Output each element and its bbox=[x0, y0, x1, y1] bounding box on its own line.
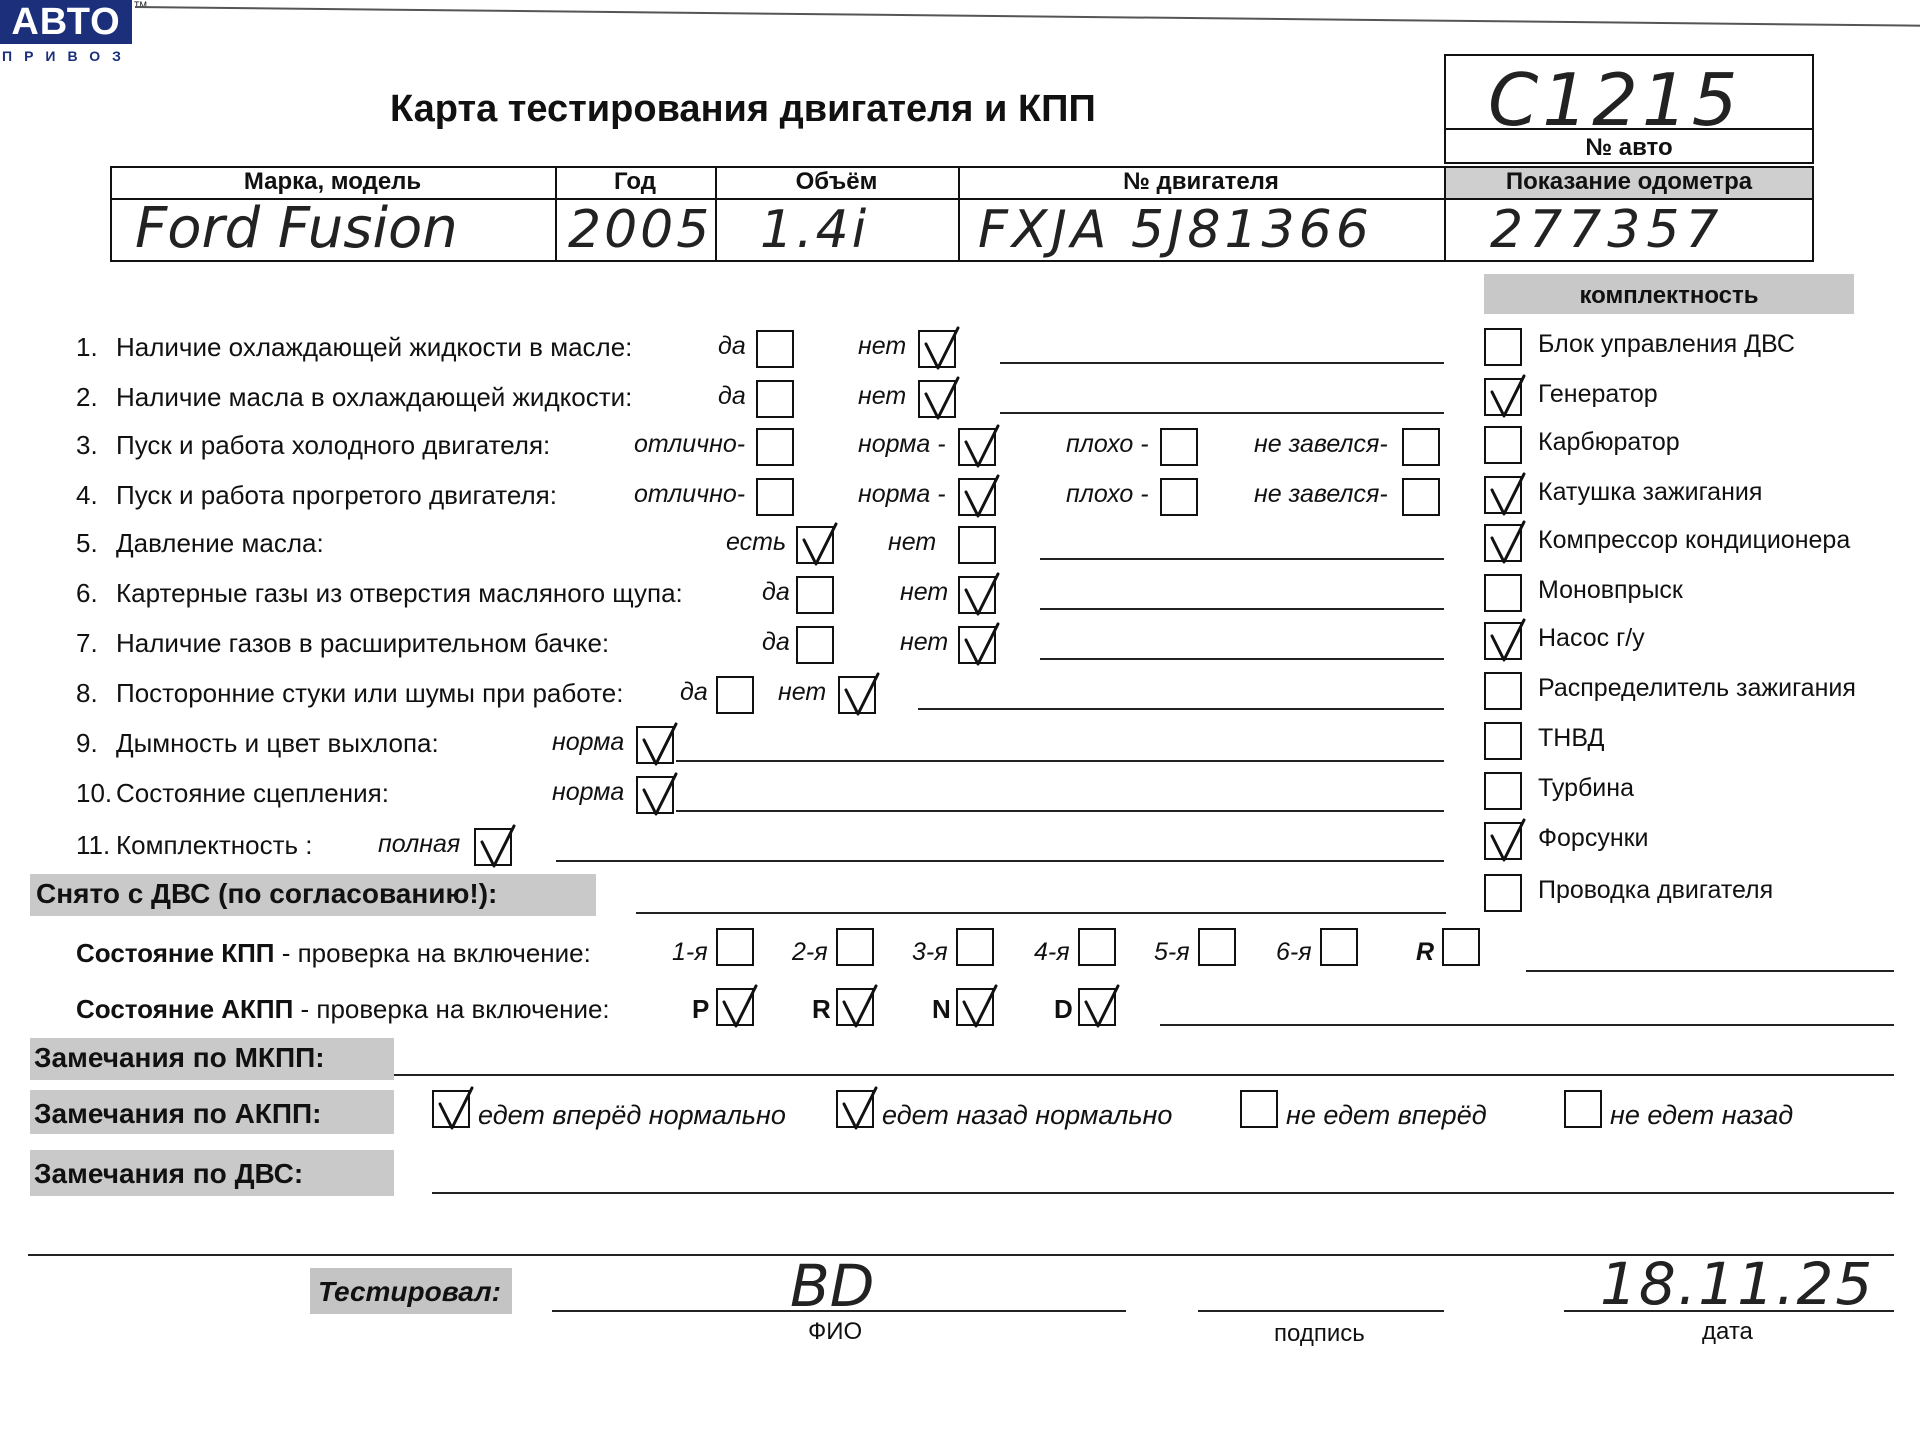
gear-label: 4-я bbox=[1034, 938, 1070, 966]
normal-checkbox[interactable] bbox=[958, 478, 996, 516]
akpp-mode-checkbox[interactable] bbox=[956, 988, 994, 1026]
no-checkbox[interactable] bbox=[958, 526, 996, 564]
col-engine-number: № двигателя bbox=[1123, 168, 1279, 195]
option-label-bad: плохо - bbox=[1066, 480, 1149, 508]
fio-line bbox=[552, 1310, 1126, 1312]
option-label-normal: норма - bbox=[858, 430, 946, 458]
checkmark-icon bbox=[922, 376, 962, 422]
remarks-dvs-line bbox=[432, 1192, 1894, 1194]
komplekt-checkbox[interactable] bbox=[1484, 476, 1522, 514]
checkmark-icon bbox=[1488, 520, 1528, 566]
checkmark-icon bbox=[1488, 818, 1528, 864]
komplekt-checkbox[interactable] bbox=[1484, 426, 1522, 464]
question-number: 10. bbox=[76, 778, 113, 808]
komplekt-item-label: Катушка зажигания bbox=[1538, 478, 1763, 506]
scan-edge-line bbox=[135, 6, 1920, 27]
option-label-excellent: отлично- bbox=[634, 430, 746, 458]
tested-label: Тестировал: bbox=[318, 1276, 501, 1307]
yes-checkbox[interactable] bbox=[796, 626, 834, 664]
komplekt-checkbox[interactable] bbox=[1484, 622, 1522, 660]
full-checkbox[interactable] bbox=[474, 828, 512, 866]
checkmark-icon bbox=[800, 522, 840, 568]
komplekt-item-label: Компрессор кондиционера bbox=[1538, 526, 1851, 554]
question-text: Давление масла: bbox=[116, 528, 324, 558]
remarks-akpp-label: Замечания по АКПП: bbox=[34, 1098, 322, 1129]
volume-value: 1.4i bbox=[760, 200, 870, 260]
col-year: Год bbox=[614, 168, 656, 195]
no-checkbox[interactable] bbox=[958, 576, 996, 614]
sign-line bbox=[1198, 1310, 1444, 1312]
bad-checkbox[interactable] bbox=[1160, 428, 1198, 466]
option-label-no-start: не завелся- bbox=[1254, 430, 1388, 458]
komplekt-item-label: Насос г/у bbox=[1538, 624, 1645, 652]
question-number: 8. bbox=[76, 678, 98, 708]
date-line bbox=[1564, 1310, 1894, 1312]
auto-number-value: C1215 bbox=[1488, 58, 1742, 142]
checkmark-icon bbox=[478, 824, 518, 870]
kpp-label-rest: - проверка на включение: bbox=[274, 938, 591, 968]
gear-checkbox[interactable] bbox=[1078, 928, 1116, 966]
akpp-mode-label: N bbox=[932, 994, 951, 1024]
logo-text: АВТО bbox=[11, 1, 121, 43]
checkmark-icon bbox=[962, 572, 1002, 618]
komplekt-checkbox[interactable] bbox=[1484, 328, 1522, 366]
komplekt-item-label: Блок управления ДВС bbox=[1538, 330, 1795, 358]
komplekt-item-label: Генератор bbox=[1538, 380, 1658, 408]
akpp-mode-label: P bbox=[692, 994, 710, 1024]
akpp-remark-label: едет назад нормально bbox=[882, 1100, 1173, 1130]
comment-line bbox=[676, 760, 1444, 762]
excellent-checkbox[interactable] bbox=[756, 428, 794, 466]
komplekt-checkbox[interactable] bbox=[1484, 672, 1522, 710]
akpp-remark-checkbox[interactable] bbox=[432, 1090, 470, 1128]
question-text: Пуск и работа прогретого двигателя: bbox=[116, 480, 557, 510]
komplekt-item-label: Моновпрыск bbox=[1538, 576, 1683, 604]
option-label-full: полная bbox=[378, 830, 461, 858]
gear-label: 2-я bbox=[792, 938, 828, 966]
make-model-value: Ford Fusion bbox=[135, 196, 458, 261]
question-number: 5. bbox=[76, 528, 98, 558]
checkmark-icon bbox=[720, 984, 760, 1030]
yes-checkbox[interactable] bbox=[756, 330, 794, 368]
no-checkbox[interactable] bbox=[958, 626, 996, 664]
checkmark-icon bbox=[1082, 984, 1122, 1030]
option-label-yes: да bbox=[762, 578, 790, 606]
date-label: дата bbox=[1702, 1318, 1753, 1345]
gear-label: R bbox=[1416, 938, 1435, 966]
checkmark-icon bbox=[962, 424, 1002, 470]
akpp-mode-checkbox[interactable] bbox=[716, 988, 754, 1026]
checkmark-icon bbox=[922, 326, 962, 372]
checkmark-icon bbox=[436, 1086, 476, 1132]
komplekt-item-label: Распределитель зажигания bbox=[1538, 674, 1856, 702]
question-text: Посторонние стуки или шумы при работе: bbox=[116, 678, 624, 708]
gear-checkbox[interactable] bbox=[1320, 928, 1358, 966]
komplekt-item-label: Карбюратор bbox=[1538, 428, 1680, 456]
checkmark-icon bbox=[1488, 472, 1528, 518]
no-checkbox[interactable] bbox=[918, 330, 956, 368]
comment-line bbox=[676, 810, 1444, 812]
option-label-yes: есть bbox=[726, 528, 787, 556]
normal-checkbox[interactable] bbox=[958, 428, 996, 466]
question-number: 11. bbox=[76, 830, 111, 860]
akpp-label bbox=[76, 994, 610, 1025]
akpp-mode-checkbox[interactable] bbox=[1078, 988, 1116, 1026]
sign-label: подпись bbox=[1274, 1320, 1365, 1347]
kpp-label-bold: Состояние КПП bbox=[76, 938, 275, 968]
question-number: 7. bbox=[76, 628, 98, 658]
normal-checkbox[interactable] bbox=[636, 776, 674, 814]
option-label-no: нет bbox=[900, 628, 949, 656]
comment-line bbox=[1000, 362, 1444, 364]
akpp-label-rest: - проверка на включение: bbox=[293, 994, 610, 1024]
remarks-dvs-label: Замечания по ДВС: bbox=[34, 1158, 304, 1189]
col-volume: Объём bbox=[795, 168, 878, 195]
excellent-checkbox[interactable] bbox=[756, 478, 794, 516]
removed-line bbox=[636, 912, 1446, 914]
akpp-remark-checkbox[interactable] bbox=[1564, 1090, 1602, 1128]
komplekt-title: комплектность bbox=[1579, 282, 1759, 309]
checkmark-icon bbox=[962, 622, 1002, 668]
yes-checkbox[interactable] bbox=[756, 380, 794, 418]
option-label-yes: да bbox=[762, 628, 790, 656]
question-text: Картерные газы из отверстия масляного щупа: bbox=[116, 578, 683, 608]
comment-line bbox=[1000, 412, 1444, 414]
gear-checkbox[interactable] bbox=[716, 928, 754, 966]
question-text: Наличие газов в расширительном бачке: bbox=[116, 628, 610, 658]
akpp-mode-label: R bbox=[812, 994, 831, 1024]
question-number: 6. bbox=[76, 578, 98, 608]
komplekt-checkbox[interactable] bbox=[1484, 574, 1522, 612]
checkmark-icon bbox=[842, 672, 882, 718]
gear-label: 3-я bbox=[912, 938, 948, 966]
removed-label: Снято с ДВС (по согласованию!): bbox=[36, 878, 498, 909]
option-label-no: нет bbox=[888, 528, 937, 556]
question-text: Состояние сцепления: bbox=[116, 778, 389, 808]
akpp-line bbox=[1160, 1024, 1894, 1026]
question-text: Комплектность : bbox=[116, 830, 313, 860]
komplekt-item-label: ТНВД bbox=[1538, 724, 1605, 752]
checkmark-icon bbox=[640, 772, 680, 818]
option-label-excellent: отлично- bbox=[634, 480, 746, 508]
page-title: Карта тестирования двигателя и КПП bbox=[390, 88, 1096, 130]
komplekt-checkbox[interactable] bbox=[1484, 722, 1522, 760]
question-text: Дымность и цвет выхлопа: bbox=[116, 728, 439, 758]
akpp-remark-label: не едет назад bbox=[1610, 1100, 1794, 1130]
question-number: 9. bbox=[76, 728, 98, 758]
kpp-label bbox=[76, 938, 591, 969]
komplekt-checkbox[interactable] bbox=[1484, 822, 1522, 860]
akpp-mode-label: D bbox=[1054, 994, 1073, 1024]
yes-checkbox[interactable] bbox=[796, 576, 834, 614]
remarks-mkpp-label: Замечания по МКПП: bbox=[34, 1042, 325, 1073]
option-label-da: да bbox=[718, 332, 746, 360]
option-label-net: нет bbox=[858, 382, 907, 410]
gear-checkbox[interactable] bbox=[1442, 928, 1480, 966]
option-label-normal: норма bbox=[552, 778, 625, 806]
yes-checkbox[interactable] bbox=[796, 526, 834, 564]
komplekt-checkbox[interactable] bbox=[1484, 378, 1522, 416]
option-label-no: нет bbox=[778, 678, 827, 706]
akpp-remark-checkbox[interactable] bbox=[836, 1090, 874, 1128]
gear-label: 1-я bbox=[672, 938, 708, 966]
no-checkbox[interactable] bbox=[838, 676, 876, 714]
yes-checkbox[interactable] bbox=[716, 676, 754, 714]
akpp-label-bold: Состояние АКПП bbox=[76, 994, 294, 1024]
komplekt-checkbox[interactable] bbox=[1484, 772, 1522, 810]
komplekt-item-label: Форсунки bbox=[1538, 824, 1649, 852]
komplekt-checkbox[interactable] bbox=[1484, 874, 1522, 912]
remarks-mkpp-line bbox=[394, 1074, 1894, 1076]
option-label-bad: плохо - bbox=[1066, 430, 1149, 458]
question-number: 2. bbox=[76, 382, 98, 412]
question-number: 4. bbox=[76, 480, 98, 510]
option-label-no-start: не завелся- bbox=[1254, 480, 1388, 508]
comment-line bbox=[918, 708, 1444, 710]
comment-line bbox=[1040, 658, 1444, 660]
checkmark-icon bbox=[1488, 618, 1528, 664]
akpp-remark-label: едет вперёд нормально bbox=[478, 1100, 786, 1130]
bad-checkbox[interactable] bbox=[1160, 478, 1198, 516]
question-text: Пуск и работа холодного двигателя: bbox=[116, 430, 551, 460]
checkmark-icon bbox=[1488, 374, 1528, 420]
checkmark-icon bbox=[640, 722, 680, 768]
option-label-no: нет bbox=[900, 578, 949, 606]
fio-value: BD bbox=[790, 1252, 875, 1320]
auto-number-label: № авто bbox=[1444, 128, 1814, 166]
logo-subtitle: ПРИВОЗ bbox=[2, 48, 133, 64]
gear-label: 5-я bbox=[1154, 938, 1190, 966]
checkmark-icon bbox=[840, 1086, 880, 1132]
option-label-normal: норма bbox=[552, 728, 625, 756]
logo-tm: TM bbox=[134, 0, 147, 10]
akpp-mode-checkbox[interactable] bbox=[836, 988, 874, 1026]
question-number: 1. bbox=[76, 332, 98, 362]
option-label-yes: да bbox=[680, 678, 708, 706]
comment-line bbox=[1040, 608, 1444, 610]
no-start-checkbox[interactable] bbox=[1402, 478, 1440, 516]
comment-line bbox=[1040, 558, 1444, 560]
kpp-line bbox=[1526, 970, 1894, 972]
akpp-remark-label: не едет вперёд bbox=[1286, 1100, 1487, 1130]
gear-label: 6-я bbox=[1276, 938, 1312, 966]
no-start-checkbox[interactable] bbox=[1402, 428, 1440, 466]
engine-number-value: FXJA 5J81366 bbox=[978, 200, 1373, 260]
checkmark-icon bbox=[960, 984, 1000, 1030]
komplekt-item-label: Проводка двигателя bbox=[1538, 876, 1774, 904]
komplekt-item-label: Турбина bbox=[1538, 774, 1634, 802]
comment-line bbox=[556, 860, 1444, 862]
option-label-net: нет bbox=[858, 332, 907, 360]
question-number: 3. bbox=[76, 430, 98, 460]
year-value: 2005 bbox=[568, 200, 713, 260]
no-checkbox[interactable] bbox=[918, 380, 956, 418]
gear-checkbox[interactable] bbox=[836, 928, 874, 966]
option-label-da: да bbox=[718, 382, 746, 410]
col-make-model: Марка, модель bbox=[243, 168, 422, 195]
gear-checkbox[interactable] bbox=[1198, 928, 1236, 966]
komplekt-checkbox[interactable] bbox=[1484, 524, 1522, 562]
normal-checkbox[interactable] bbox=[636, 726, 674, 764]
question-text: Наличие масла в охлаждающей жидкости: bbox=[116, 382, 633, 412]
gear-checkbox[interactable] bbox=[956, 928, 994, 966]
fio-label: ФИО bbox=[808, 1318, 863, 1345]
question-text: Наличие охлаждающей жидкости в масле: bbox=[116, 332, 633, 362]
date-value: 18.11.25 bbox=[1600, 1250, 1875, 1318]
odometer-value: 277357 bbox=[1490, 200, 1725, 260]
logo bbox=[0, 0, 132, 44]
akpp-remark-checkbox[interactable] bbox=[1240, 1090, 1278, 1128]
option-label-normal: норма - bbox=[858, 480, 946, 508]
checkmark-icon bbox=[840, 984, 880, 1030]
checkmark-icon bbox=[962, 474, 1002, 520]
col-odometer: Показание одометра bbox=[1505, 168, 1753, 195]
